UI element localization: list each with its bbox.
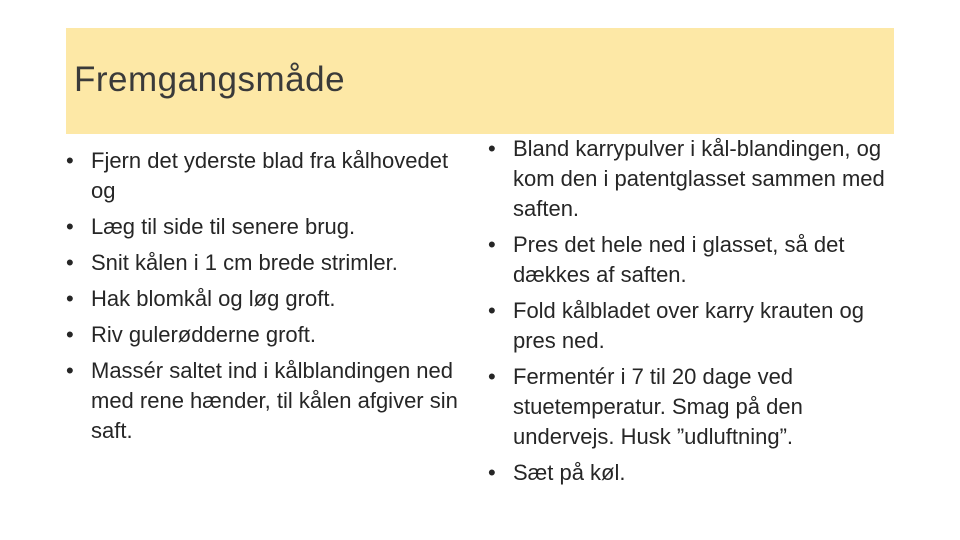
list-item — [66, 320, 461, 350]
list-item — [488, 362, 908, 452]
list-item-text: Sæt på køl. — [513, 460, 626, 485]
bullet-icon: • — [66, 250, 74, 275]
list-item-text: Riv gulerødderne groft. — [91, 322, 316, 347]
bullet-icon: • — [66, 214, 74, 239]
list-item-text: Fold kålbladet over karry krauten og pres ned. — [513, 298, 864, 353]
list-item — [66, 248, 461, 278]
bullet-icon: • — [488, 460, 496, 485]
list-item-text: Pres det hele ned i glasset, så det dækkes af saften. — [513, 232, 845, 287]
list-item — [488, 296, 908, 356]
bullet-icon: • — [66, 286, 74, 311]
bullet-icon: • — [488, 232, 496, 257]
list-item — [66, 146, 461, 206]
list-item — [488, 230, 908, 290]
list-item — [66, 284, 461, 314]
bullet-icon: • — [488, 136, 496, 161]
list-item-text: Massér saltet ind i kålblandingen ned med rene hænder, til kålen afgiver sin saft. — [91, 358, 458, 443]
title-band — [66, 28, 894, 134]
right-column-list — [488, 134, 908, 494]
bullet-icon: • — [488, 364, 496, 389]
list-item-text: Læg til side til senere brug. — [91, 214, 356, 239]
left-column-list — [66, 146, 461, 452]
bullet-icon: • — [66, 358, 74, 383]
bullet-icon: • — [488, 298, 496, 323]
list-item — [488, 134, 908, 224]
bullet-icon: • — [66, 148, 74, 173]
list-item-text: Bland karrypulver i kål-blandingen, og kom den i patentglasset sammen med saften. — [513, 136, 885, 221]
bullet-icon: • — [66, 322, 74, 347]
list-item — [66, 356, 461, 446]
list-item — [66, 212, 461, 242]
list-item-text: Fjern det yderste blad fra kålhovedet og — [91, 148, 449, 203]
list-item-text: Hak blomkål og løg groft. — [91, 286, 336, 311]
list-item-text: Fermentér i 7 til 20 dage ved stuetemperatur. Smag på den undervejs. Husk ”udluftning”. — [513, 364, 803, 449]
list-item-text: Snit kålen i 1 cm brede strimler. — [91, 250, 398, 275]
list-item — [488, 458, 908, 488]
slide-title: Fremgangsmåde — [74, 60, 346, 99]
